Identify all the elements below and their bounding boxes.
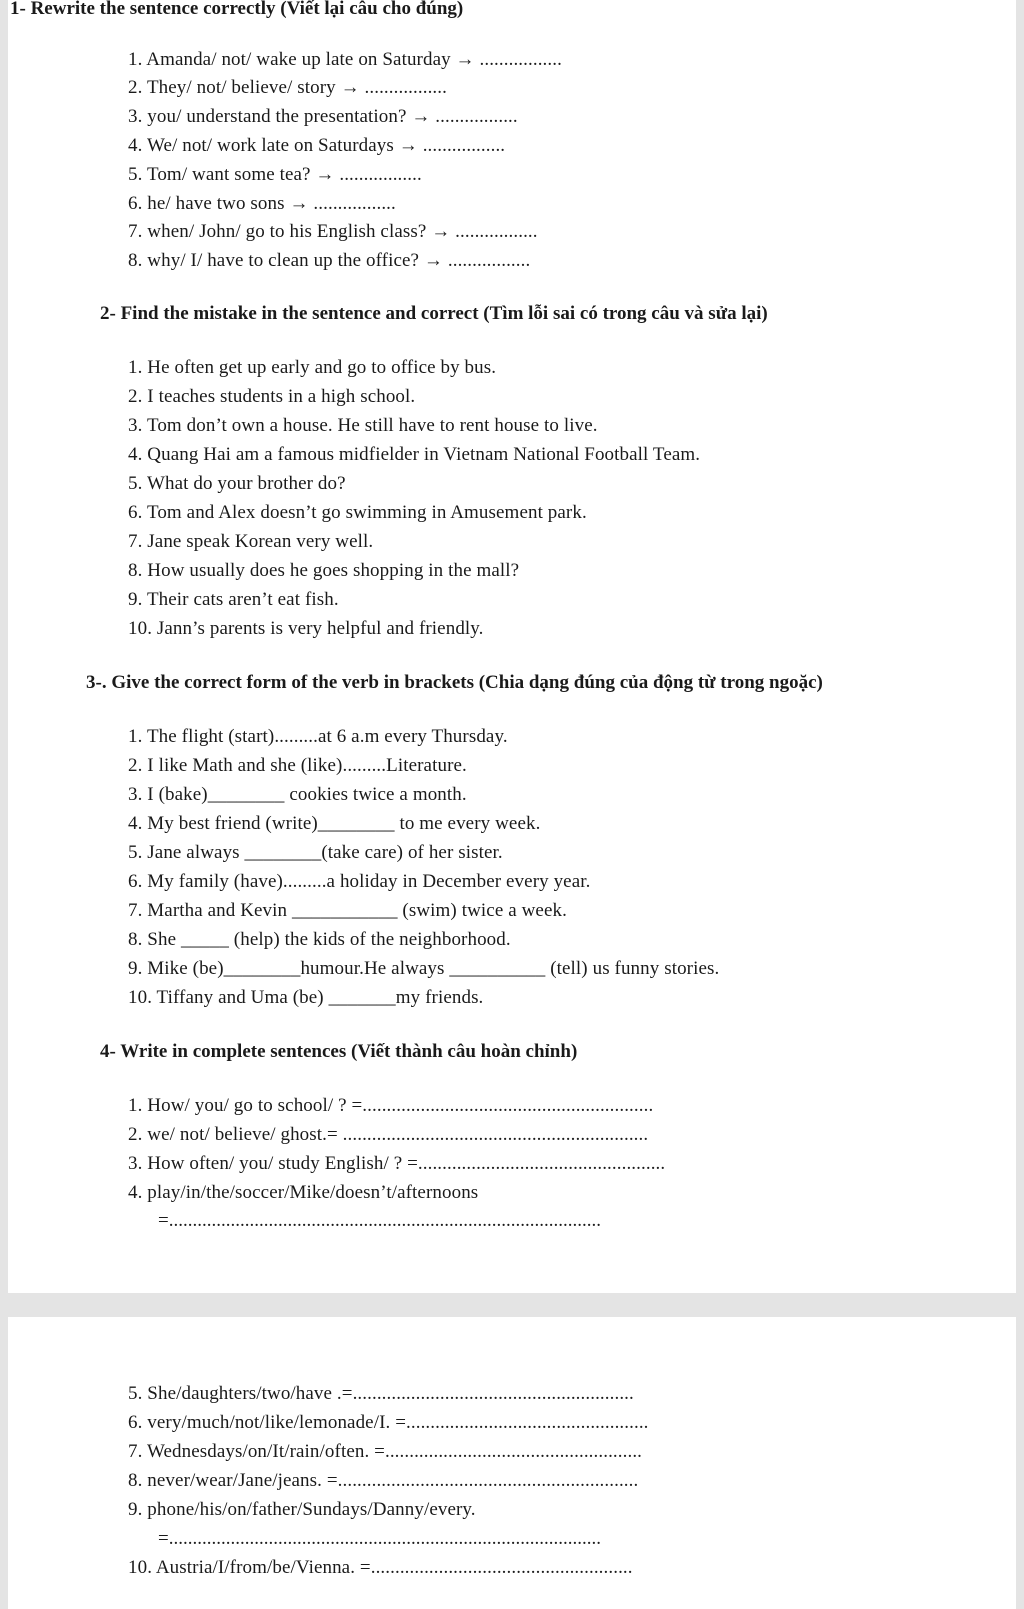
section4-item: 7. Wednesdays/on/It/rain/often. =.....................................................: [128, 1441, 643, 1462]
section1-item: 2. They/ not/ believe/ story → .................: [128, 77, 447, 98]
section2-item: 5. What do your brother do?: [128, 473, 346, 494]
section2-item: 2. I teaches students in a high school.: [128, 386, 416, 407]
section4-item9-answer-line: =...........................................................................................: [158, 1528, 601, 1549]
section4-item4-answer-line: =...........................................................................................: [158, 1210, 601, 1231]
section3-item: 8. She _____ (help) the kids of the neighborhood.: [128, 929, 511, 950]
section1-item: 3. you/ understand the presentation? → .................: [128, 106, 518, 127]
section3-item: 2. I like Math and she (like).........Literature.: [128, 755, 467, 776]
section4-item: 6. very/much/not/like/lemonade/I. =..................................................: [128, 1412, 649, 1433]
section1-heading: 1- Rewrite the sentence correctly (Viết lại câu cho đúng): [10, 0, 464, 19]
section3-item: 10. Tiffany and Uma (be) _______my friends.: [128, 987, 484, 1008]
section4-item: 3. How often/ you/ study English/ ? =...................................................: [128, 1153, 666, 1174]
section4-item: 2. we/ not/ believe/ ghost.= ...............................................................: [128, 1124, 649, 1145]
section3-item: 1. The flight (start).........at 6 a.m every Thursday.: [128, 726, 508, 747]
section1-item: 8. why/ I/ have to clean up the office? → .................: [128, 250, 531, 271]
section4-item: 9. phone/his/on/father/Sundays/Danny/every.: [128, 1499, 476, 1520]
section1-item: 4. We/ not/ work late on Saturdays → .................: [128, 135, 506, 156]
section1-item: 6. he/ have two sons → .................: [128, 193, 396, 214]
section4-item: 8. never/wear/Jane/jeans. =..............................................................: [128, 1470, 639, 1491]
section1-item: 1. Amanda/ not/ wake up late on Saturday → .................: [128, 49, 562, 70]
section2-item: 7. Jane speak Korean very well.: [128, 531, 374, 552]
section3-item: 6. My family (have).........a holiday in December every year.: [128, 871, 591, 892]
section4-item: 5. She/daughters/two/have .=..........................................................: [128, 1383, 634, 1404]
section4-item: 4. play/in/the/soccer/Mike/doesn’t/afternoons: [128, 1182, 479, 1203]
section2-item: 3. Tom don’t own a house. He still have to rent house to live.: [128, 415, 598, 436]
section4-item: 1. How/ you/ go to school/ ? =............................................................: [128, 1095, 654, 1116]
section3-heading: 3-. Give the correct form of the verb in brackets (Chia dạng đúng của động từ trong ngoặc): [86, 672, 823, 693]
section2-item: 6. Tom and Alex doesn’t go swimming in Amusement park.: [128, 502, 587, 523]
section2-item: 10. Jann’s parents is very helpful and friendly.: [128, 618, 484, 639]
section1-item: 5. Tom/ want some tea? → .................: [128, 164, 422, 185]
section3-item: 3. I (bake)________ cookies twice a month.: [128, 784, 467, 805]
section4-heading: 4- Write in complete sentences (Viết thành câu hoàn chỉnh): [100, 1041, 578, 1062]
section4-item: 10. Austria/I/from/be/Vienna. =......................................................: [128, 1557, 633, 1578]
section2-item: 4. Quang Hai am a famous midfielder in Vietnam National Football Team.: [128, 444, 701, 465]
section2-item: 1. He often get up early and go to office by bus.: [128, 357, 497, 378]
section1-item: 7. when/ John/ go to his English class? → .................: [128, 221, 538, 242]
section3-item: 5. Jane always ________(take care) of her sister.: [128, 842, 503, 863]
worksheet-page-1: [8, 0, 1016, 1293]
section2-item: 9. Their cats aren’t eat fish.: [128, 589, 339, 610]
section3-item: 9. Mike (be)________humour.He always __________ (tell) us funny stories.: [128, 958, 720, 979]
section2-item: 8. How usually does he goes shopping in the mall?: [128, 560, 520, 581]
worksheet-page-2: [8, 1317, 1016, 1609]
section3-item: 4. My best friend (write)________ to me every week.: [128, 813, 541, 834]
section3-item: 7. Martha and Kevin ___________ (swim) twice a week.: [128, 900, 567, 921]
section2-heading: 2- Find the mistake in the sentence and correct (Tìm lỗi sai có trong câu và sửa lại): [100, 303, 768, 324]
